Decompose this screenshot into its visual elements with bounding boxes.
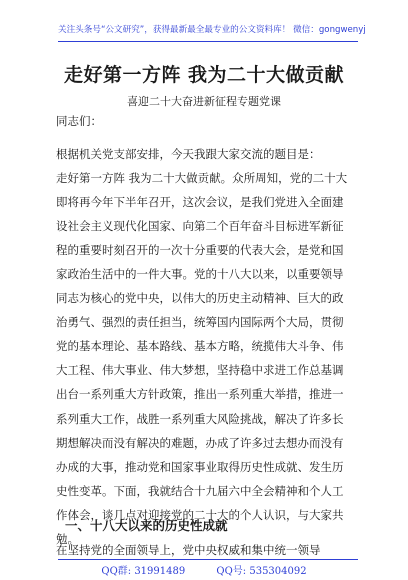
top-banner: 关注头条号“公文研究”，获得最新最全最专业的公文资料库！ 微信：gongwenyj [58, 25, 366, 35]
paragraph-line: 治勇气、强烈的责任担当，统筹国内国际两个大局，贯彻 [56, 315, 344, 330]
document-title: 走好第一方阵 我为二十大做贡献 [63, 64, 345, 86]
paragraph-line: 办成的大事，推动党和国家事业取得历史性成就、发生历 [56, 459, 344, 474]
body-paragraph [56, 142, 356, 551]
paragraph-line: 家政治生活中的一件大事。党的十八大以来，以重要领导 [56, 267, 344, 282]
footer-qq-number: QQ号: 535304092 [216, 566, 307, 577]
paragraph-line: 走好第一方阵 我为二十大做贡献。众所周知，党的二十大 [56, 171, 348, 186]
bottom-divider [58, 559, 358, 560]
document-subtitle: 喜迎二十大奋进新征程专题党课 [127, 95, 281, 108]
paragraph-line: 根据机关党支部安排，今天我跟大家交流的题目是： [56, 147, 321, 161]
paragraph-line: 勉。 [56, 531, 79, 546]
paragraph-line: 作体会，谈几点对迎接党的二十大的个人认识，与大家共 [56, 507, 344, 522]
paragraph-line: 出台一系列重大方针政策，推出一系列重大举措，推进一 [56, 387, 344, 402]
salutation: 同志们： [56, 114, 102, 128]
top-divider [58, 41, 358, 42]
section-heading: 一、十八大以来的历史性成就 [65, 518, 228, 533]
paragraph-line: 期想解决而没有解决的难题，办成了许多过去想办而没有 [56, 435, 344, 450]
paragraph-line: 史性变革。下面，我就结合十九届六中全会精神和个人工 [56, 483, 344, 498]
next-paragraph-line: 在坚持党的全面领导上，党中央权威和集中统一领导 [56, 543, 321, 557]
paragraph-line: 程的重要时刻召开的一次十分重要的代表大会，是党和国 [56, 243, 344, 258]
paragraph-line: 设社会主义现代化国家、向第二个百年奋斗目标进军新征 [56, 219, 344, 234]
paragraph-line: 党的基本理论、基本路线、基本方略，统揽伟大斗争、伟 [56, 339, 344, 354]
paragraph-line: 即将再今年下半年召开，这次会议，是我们党进入全面建 [56, 195, 344, 210]
footer-qq-group: QQ群: 31991489 [101, 566, 186, 577]
footer [0, 562, 408, 577]
paragraph-line: 大工程、伟大事业、伟大梦想，坚持稳中求进工作总基调 [56, 363, 344, 378]
paragraph-line: 系列重大工作，战胜一系列重大风险挑战，解决了许多长 [56, 411, 344, 426]
paragraph-line: 同志为核心的党中央，以伟大的历史主动精神、巨大的政 [56, 291, 344, 306]
